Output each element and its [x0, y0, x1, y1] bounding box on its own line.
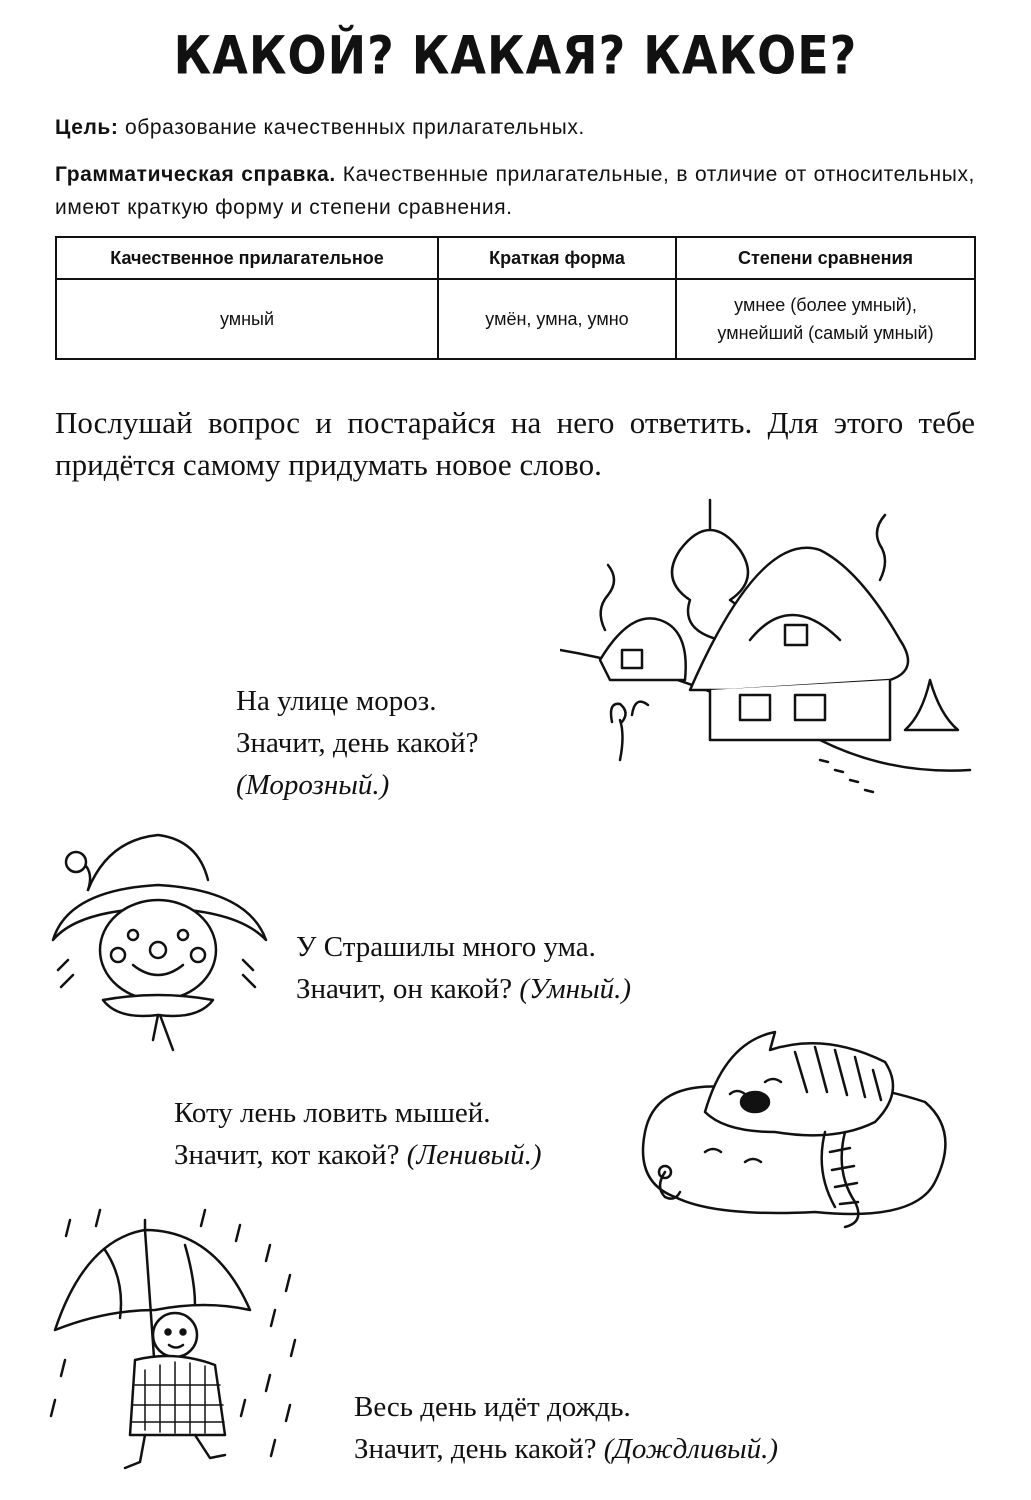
verse-line: Значит, кот какой? [174, 1139, 400, 1171]
degrees-comparative: умнее (более умный), [734, 295, 917, 315]
verse-line: На улице мороз. [236, 685, 437, 717]
verse-answer: (Дождливый.) [603, 1433, 779, 1465]
snowy-house-illustration [560, 490, 975, 810]
table-cell-degrees [676, 279, 975, 359]
verse-frost [236, 680, 479, 806]
umbrella-child-illustration [45, 1200, 315, 1480]
grammar-note [55, 158, 975, 224]
verse-cat [174, 1092, 542, 1176]
verse-line: У Страшилы много ума. [296, 931, 596, 963]
scarecrow-illustration [48, 830, 273, 1055]
goal-text: образование качественных прилагательных. [124, 116, 585, 139]
verse-answer: (Умный.) [519, 973, 632, 1005]
grammar-note-text: Качественные прилагательные, в отличие от относительных, имеют краткую форму и степени сравнения. [55, 163, 975, 219]
intro-text: Послушай вопрос и постарайся на него ответить. Для этого тебе придётся самому придумать новое слово. [55, 405, 975, 482]
verse-line-with-answer [296, 968, 631, 1010]
goal-line [55, 116, 585, 140]
verse-rain [354, 1386, 778, 1470]
table-header: Краткая форма [438, 237, 676, 279]
verse-scarecrow [296, 926, 631, 1010]
degrees-superlative: умнейший (самый умный) [717, 323, 934, 343]
table-header: Степени сравнения [676, 237, 975, 279]
grammar-table [55, 236, 976, 360]
table-cell-short: умён, умна, умно [438, 279, 676, 359]
verse-line: Весь день идёт дождь. [354, 1391, 631, 1423]
verse-line: Значит, он какой? [296, 973, 513, 1005]
table-row [56, 279, 975, 359]
verse-line-with-answer [354, 1428, 778, 1470]
verse-answer: (Морозный.) [236, 769, 390, 801]
page-title: КАКОЙ? КАКАЯ? КАКОЕ? [173, 23, 858, 87]
table-header: Качественное прилагательное [56, 237, 438, 279]
goal-label: Цель: [55, 116, 119, 139]
verse-line: Значит, день какой? [236, 727, 479, 759]
sleeping-cat-illustration [635, 1022, 955, 1232]
verse-answer: (Ленивый.) [406, 1139, 542, 1171]
verse-line-with-answer [174, 1134, 542, 1176]
verse-line: Значит, день какой? [354, 1433, 597, 1465]
verse-line: Коту лень ловить мышей. [174, 1097, 491, 1129]
grammar-note-label: Грамматическая справка. [55, 163, 336, 186]
table-cell-adjective: умный [56, 279, 438, 359]
table-header-row [56, 237, 975, 279]
